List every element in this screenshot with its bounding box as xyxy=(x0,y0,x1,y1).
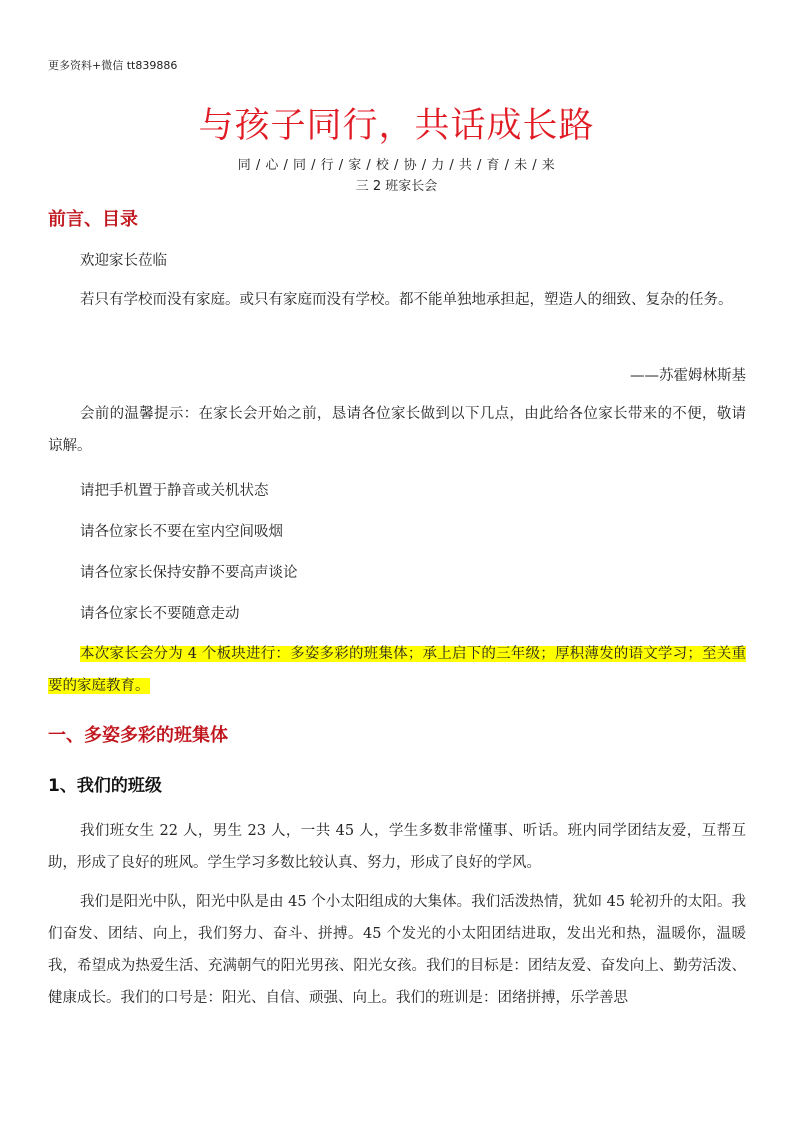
document-title: 与孩子同行，共话成长路 xyxy=(198,106,595,146)
source-note: 更多资料+微信 tt839886 xyxy=(48,59,178,72)
preface-heading: 前言、目录 xyxy=(48,209,138,230)
quote-paragraph: 若只有学校而没有家庭。或只有家庭而没有学校。都不能单独地承担起，塑造人的细致、复杂的任务。 xyxy=(80,292,733,308)
motto-line: 同 / 心 / 同 / 行 / 家 / 校 / 协 / 力 / 共 / 育 / 未 / 来 xyxy=(237,158,556,173)
welcome-line: 欢迎家长莅临 xyxy=(80,253,167,269)
reminder-item: 请各位家长不要随意走动 xyxy=(80,606,240,622)
reminder-item: 请各位家长不要在室内空间吸烟 xyxy=(80,524,283,540)
sunshine-squad-paragraph: 我们是阳光中队，阳光中队是由 45 个小太阳组成的大集体。我们活泼热情，犹如 45 轮初升的太阳。我们奋发、团结、向上，我们努力、奋斗、拼搏。45 个发光的小太阳团结进取，发出光和热，温暖你，温暖我，希望成为热爱生活、充满朝气的阳光男孩、阳光女孩。我们的目标是：团结友爱、奋发向上、勤劳活泼、健康成长。我们的口号是：阳光、自信、顽强、向上。我们的班训是：团绪拼搏，乐学善思 xyxy=(48,894,746,1006)
reminder-item: 请把手机置于静音或关机状态 xyxy=(80,483,269,499)
section1-heading: 一、多姿多彩的班集体 xyxy=(48,725,228,746)
class-intro-paragraph: 我们班女生 22 人，男生 23 人，一共 45 人，学生多数非常懂事、听话。班内同学团结友爱，互帮互助，形成了良好的班风。学生学习多数比较认真、努力，形成了良好的学风。 xyxy=(48,823,746,871)
agenda-highlight: 本次家长会分为 4 个板块进行：多姿多彩的班集体；承上启下的三年级；厚积薄发的语文学习；至关重要的家庭教育。 xyxy=(48,646,746,694)
quote-author: ——苏霍姆林斯基 xyxy=(630,368,746,384)
reminder-item: 请各位家长保持安静不要高声谈论 xyxy=(80,565,298,581)
section1-subheading: 1、我们的班级 xyxy=(48,776,162,796)
class-subtitle: 三 2 班家长会 xyxy=(355,179,438,194)
agenda-paragraph xyxy=(48,638,746,702)
reminder-intro: 会前的温馨提示：在家长会开始之前，恳请各位家长做到以下几点，由此给各位家长带来的不便，敬请谅解。 xyxy=(48,406,746,454)
